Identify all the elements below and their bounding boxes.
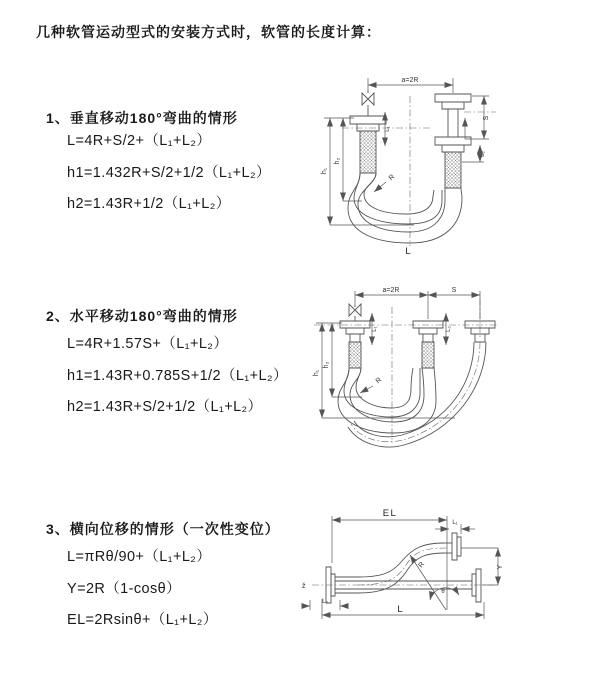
lower-right-flange <box>472 569 481 602</box>
valve-icon <box>362 90 374 116</box>
left-flange-connector <box>340 321 370 368</box>
dim-label-l1: L₁ <box>452 520 458 526</box>
formula-line: h2=1.43R+1/2（L₁+L₂） <box>67 196 231 212</box>
upper-right-flange <box>444 533 461 560</box>
dim-label-r: R <box>387 173 397 183</box>
dim-label-s: S <box>451 287 457 294</box>
dim-label-h2: h₂ <box>323 361 330 369</box>
dim-label-y: Y <box>497 564 504 570</box>
dimension-a2r <box>355 287 480 319</box>
dim-label-r: R <box>417 560 427 570</box>
dim-label-a2r: a=2R <box>401 77 419 84</box>
dimension-y <box>461 548 504 585</box>
diagram-vertical-180-bend <box>298 66 598 261</box>
hose-s-curve <box>358 543 448 593</box>
dimension-l2 <box>302 599 348 610</box>
dim-label-h1: h₁ <box>313 369 320 377</box>
formula-line: h2=1.43R+S/2+1/2（L₁+L₂） <box>67 399 263 415</box>
formula-line: L=πRθ/90+（L₁+L₂） <box>67 549 212 565</box>
radius-callout <box>410 555 446 610</box>
formula-line: EL=2Rsinθ+（L₁+L₂） <box>67 612 218 628</box>
diagram-horizontal-180-bend <box>298 281 598 461</box>
dimension-h1 <box>313 323 455 418</box>
section-3-formulas <box>67 542 218 637</box>
formula-line: h1=1.43R+0.785S+1/2（L₁+L₂） <box>67 367 288 384</box>
dim-label-l2: L₂ <box>480 151 486 157</box>
radius-callout <box>374 174 396 192</box>
section-2-heading: 2、水平移动180°弯曲的情形 <box>46 308 238 324</box>
dim-label-l: L <box>405 246 411 257</box>
diagram-lateral-displacement <box>296 503 600 648</box>
formula-line: L=4R+1.57S+（L₁+L₂） <box>67 336 229 352</box>
page-title: 几种软管运动型式的安装方式时，软管的长度计算： <box>36 24 381 40</box>
right-flange-connector <box>435 94 471 188</box>
section-1-formulas <box>67 126 271 221</box>
dimension-l1 <box>372 313 378 345</box>
formula-line: Y=2R（1-cosθ） <box>67 580 181 597</box>
dim-label-h1: h₁ <box>321 167 328 175</box>
dimension-l1 <box>435 520 475 534</box>
dim-label-el: EL <box>382 508 398 519</box>
dim-label-l: L <box>397 604 403 615</box>
dim-label-a2r: a=2R <box>382 287 400 294</box>
valve-icon <box>349 304 361 321</box>
dim-label-h2: h₂ <box>334 157 341 165</box>
dimension-s <box>428 287 480 295</box>
section-2-formulas <box>67 329 288 424</box>
dimension-l2 <box>446 313 452 345</box>
angle-theta <box>430 588 459 600</box>
section-3-heading: 3、横向位移的情形（一次性变位） <box>46 521 280 537</box>
dim-label-theta: θ <box>441 589 445 595</box>
formula-line: h1=1.432R+S/2+1/2（L₁+L₂） <box>67 164 271 181</box>
dim-label-s: S <box>483 115 490 121</box>
dim-label-l1: L₁ <box>372 326 378 332</box>
middle-flange-connector <box>413 321 443 368</box>
left-flange-connector <box>350 116 386 173</box>
dim-label-l2: L₂ <box>446 326 452 332</box>
dim-label-r: R <box>374 376 384 386</box>
dimension-h2 <box>334 118 362 201</box>
section-1-heading: 1、垂直移动180°弯曲的情形 <box>46 110 238 126</box>
dimension-a2r <box>368 77 453 93</box>
dim-label-l1: L₁ <box>385 126 391 132</box>
centerline-mark: ž <box>302 583 306 590</box>
dimension-l2 <box>462 145 486 162</box>
dim-label-l2: L₂ <box>322 599 328 605</box>
dimension-l <box>322 599 484 619</box>
formula-line: L=4R+S/2+（L₁+L₂） <box>67 133 212 149</box>
radius-callout <box>360 377 383 393</box>
dimension-el <box>332 508 447 610</box>
